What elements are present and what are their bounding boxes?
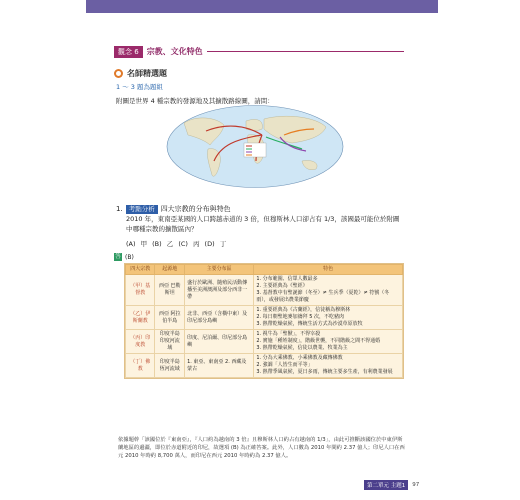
question-options: (A) 甲 (B) 乙 (C) 丙 (D) 丁: [126, 240, 227, 248]
col-area: 主要分布區: [185, 265, 254, 275]
question-topic: 四大宗教的分布與特色: [160, 205, 231, 213]
unit-label: 第二單元 主題1: [364, 480, 408, 490]
feature-item: 1. 重要經典為《古蘭經》，信徒稱為穆斯林: [256, 307, 351, 313]
origin-cell: 西亞 巴勒斯坦: [155, 275, 185, 306]
religion-cell: （丙）印度教: [126, 330, 155, 354]
origin-cell: 西亞 阿拉伯半島: [155, 306, 185, 330]
section-title: 名師精選題: [127, 69, 167, 78]
area-cell: 北非、西亞（含橫中東）及印尼部分島嶼: [185, 306, 254, 330]
religion-table: [124, 263, 404, 379]
religion-cell: （乙）伊斯蘭教: [126, 306, 155, 330]
feature-item: 1. 分為大乘佛教、小乘佛教及藏傳佛教: [256, 355, 343, 361]
table-row: [126, 275, 403, 306]
origin-cell: 印度半島 恆河流域: [155, 354, 185, 378]
origin-cell: 印度半島 印度河流域: [155, 330, 185, 354]
question-text: 2010 年，東南亞某國的人口跨越赤道的 3 倍，但穆斯林人口卻占有 1/3，該國最可能位於附圖中哪種宗教的擴散區內？: [126, 215, 400, 233]
features-cell: [254, 330, 403, 354]
religion-cell: （丁）佛教: [126, 354, 155, 378]
table-row: [126, 354, 403, 378]
section-intro: 附圖是世界 4 種宗教的發源地及其擴散路線圖，請問：: [116, 97, 274, 105]
features-cell: [254, 275, 403, 306]
table-header-row: [126, 265, 403, 275]
page-content: [114, 45, 404, 105]
religion-cell: （甲）基督教: [126, 275, 155, 306]
section-heading: [114, 68, 404, 79]
world-religion-map: [166, 105, 344, 188]
feature-item: 2. 實施「種姓制度」，階級世襲，不同階級之間不得通婚: [256, 338, 381, 344]
page-footer: [364, 480, 419, 490]
col-religion: 四大宗教: [126, 265, 155, 275]
col-features: 特色: [254, 265, 403, 275]
feature-item: 1. 視牛為「聖獸」，不得宰殺: [256, 331, 321, 337]
feature-item: 2. 每日朝聖地麥加禱拜 5 次，不吃豬肉: [256, 314, 345, 320]
area-cell: 1. 東亞、東南亞 2. 西藏及蒙古: [185, 354, 254, 378]
answer-value: (B): [125, 253, 134, 261]
feature-item: 3. 熱帶乾燥氣候，傳統生活方式為沙漠草原放牧: [256, 321, 363, 327]
area-cell: 盛行於歐洲、隨殖民活動傳播至美洲澳洲及部分西非一帶: [185, 275, 254, 306]
table-row: [126, 306, 403, 330]
target-icon: [114, 69, 123, 78]
answer-label: 答: [115, 254, 121, 260]
question-number: 1.: [116, 205, 123, 213]
features-cell: [254, 354, 403, 378]
analysis-tag: 考點分析: [126, 205, 158, 214]
top-banner: [86, 0, 438, 13]
concept-label: 觀念 6: [114, 46, 143, 58]
heading-rule: [207, 51, 404, 52]
section-sub: 1 ～ 3 題為題組: [116, 83, 163, 91]
feature-item: 1. 分布範圍、信眾人數最多: [256, 276, 318, 282]
concept-title: 宗教、文化特色: [146, 47, 203, 56]
table-row: [126, 330, 403, 354]
concept-heading: [114, 45, 404, 58]
feature-item: 2. 主要經典為《聖經》: [256, 283, 308, 289]
answer-row: [114, 253, 134, 261]
feature-item: 3. 熱帶乾燥氣候，信徒以農業、牧業為主: [256, 345, 348, 351]
feature-item: 2. 強調「人皆生而平等」: [256, 362, 313, 368]
features-cell: [254, 306, 403, 330]
col-origin: 起源地: [155, 265, 185, 275]
area-cell: 印度、尼泊爾、印尼部分島嶼: [185, 330, 254, 354]
explanation-note: 依據題幹「該國位於『東南亞』，『人口約為越南的 3 倍』且穆斯林人口約占有越南的 1/3」，由此可推斷該國位於中東伊斯蘭地區的邊疆，即位於赤道附近的印尼，故選項 (B) 為正確答案。此外，人口數為 2010 年間約 2.37 億人；印尼人口在西元 2010 年時約 8,700 萬人，而印尼在西元 2010 年時約為 2.37 億人。: [118, 437, 405, 459]
feature-item: 3. 熱帶季風氣候，夏日多雨，傳統主要多生產，有利農業發展: [256, 369, 393, 375]
feature-item: 3. 基督教中有聖誕節（冬至）≠ 生兵季（夏乾）≠ 符號（冬雨），或發展出農業節慶: [256, 290, 390, 303]
question-header: [116, 204, 231, 214]
page-number: 97: [412, 482, 420, 488]
